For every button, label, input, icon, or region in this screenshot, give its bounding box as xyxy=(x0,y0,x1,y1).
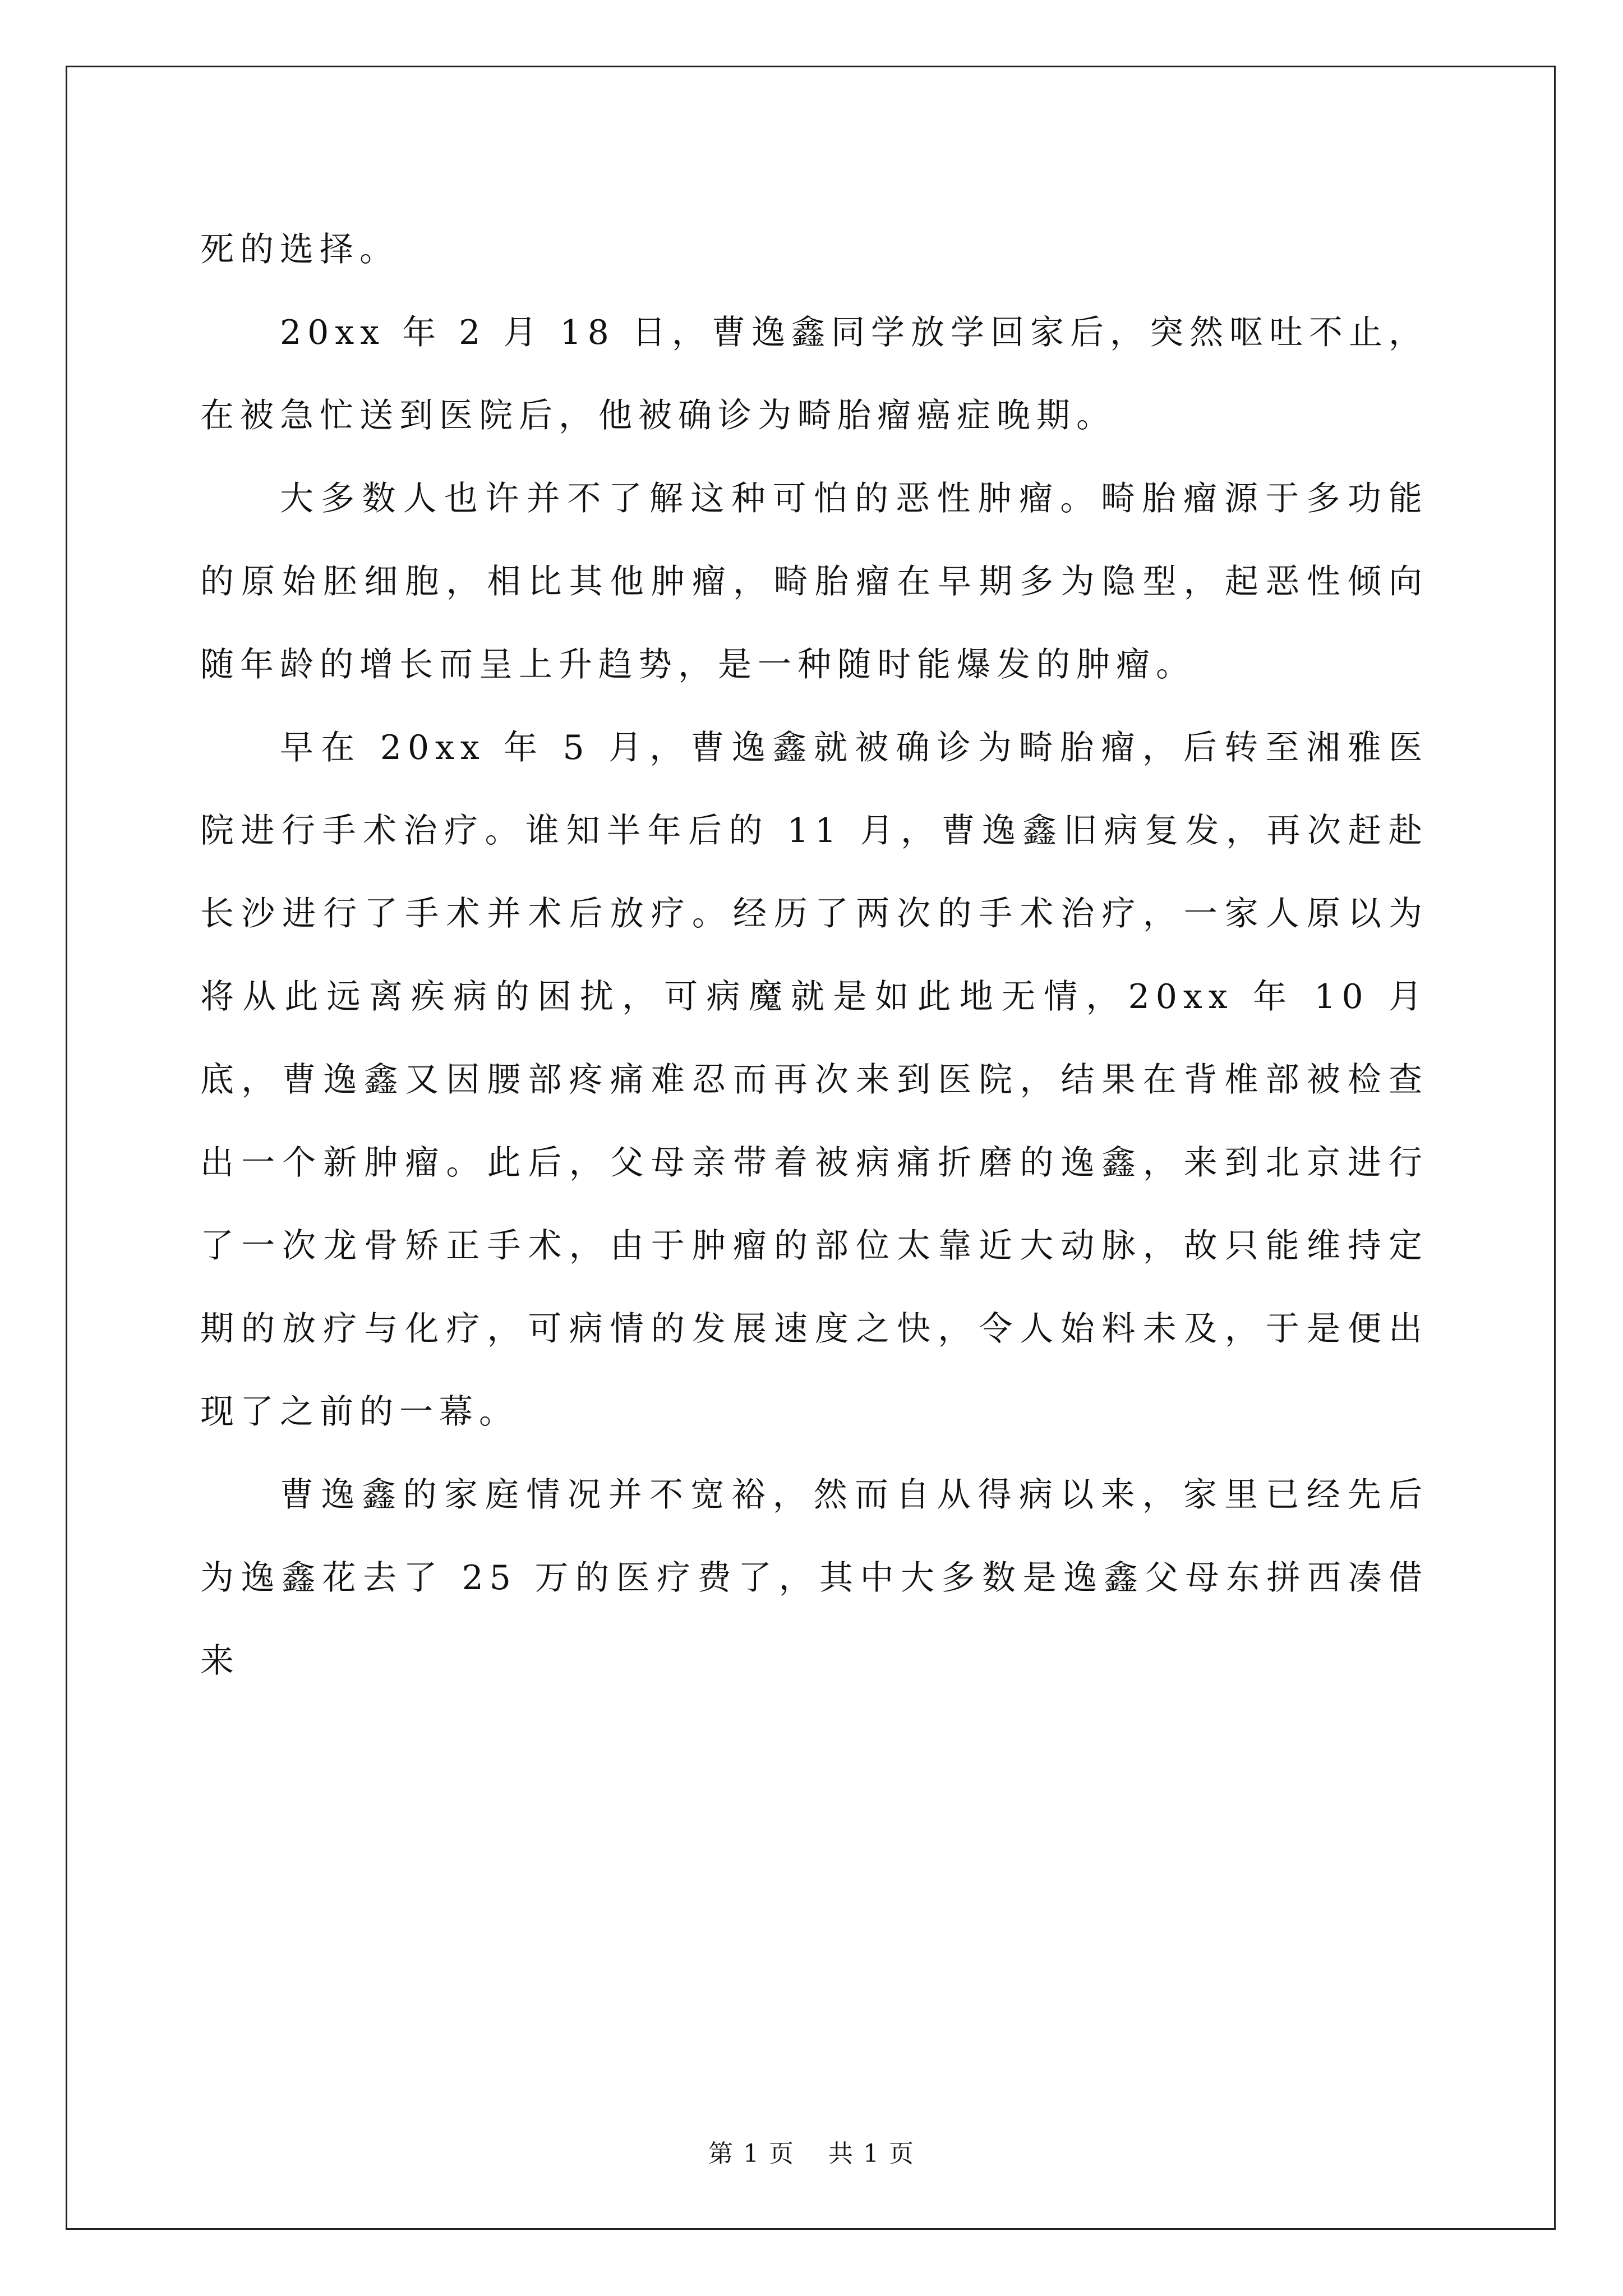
paragraph-4: 早在 20xx 年 5 月，曹逸鑫就被确诊为畸胎瘤，后转至湘雅医院进行手术治疗。谁知半年后的 11 月，曹逸鑫旧病复发，再次赶赴长沙进行了手术并术后放疗。经历了两次的手术治疗，一家人原以为将从此远离疾病的困扰，可病魔就是如此地无情，20xx 年 10 月底，曹逸鑫又因腰部疼痛难忍而再次来到医院，结果在背椎部被检查出一个新肿瘤。此后，父母亲带着被病痛折磨的逸鑫，来到北京进行了一次龙骨矫正手术，由于肿瘤的部位太靠近大动脉，故只能维持定期的放疗与化疗，可病情的发展速度之快，令人始料未及，于是便出现了之前的一幕。 xyxy=(200,728,1428,1432)
paragraph-5: 曹逸鑫的家庭情况并不宽裕，然而自从得病以来，家里已经先后为逸鑫花去了 25 万的医疗费了，其中大多数是逸鑫父母东拼西凑借来 xyxy=(200,1475,1428,1681)
paragraph-1: 死的选择。 xyxy=(200,230,399,269)
page-number-total: 共 1 页 xyxy=(828,2139,915,2168)
page-footer xyxy=(0,2137,1623,2171)
page-number-current: 第 1 页 xyxy=(708,2139,795,2168)
paragraph-2: 20xx 年 2 月 18 日，曹逸鑫同学放学回家后，突然呕吐不止，在被急忙送到医院后，他被确诊为畸胎瘤癌症晚期。 xyxy=(200,313,1428,435)
document-body xyxy=(200,208,1428,1703)
paragraph-3: 大多数人也许并不了解这种可怕的恶性肿瘤。畸胎瘤源于多功能的原始胚细胞，相比其他肿瘤，畸胎瘤在早期多为隐型，起恶性倾向随年龄的增长而呈上升趋势，是一种随时能爆发的肿瘤。 xyxy=(200,479,1428,684)
